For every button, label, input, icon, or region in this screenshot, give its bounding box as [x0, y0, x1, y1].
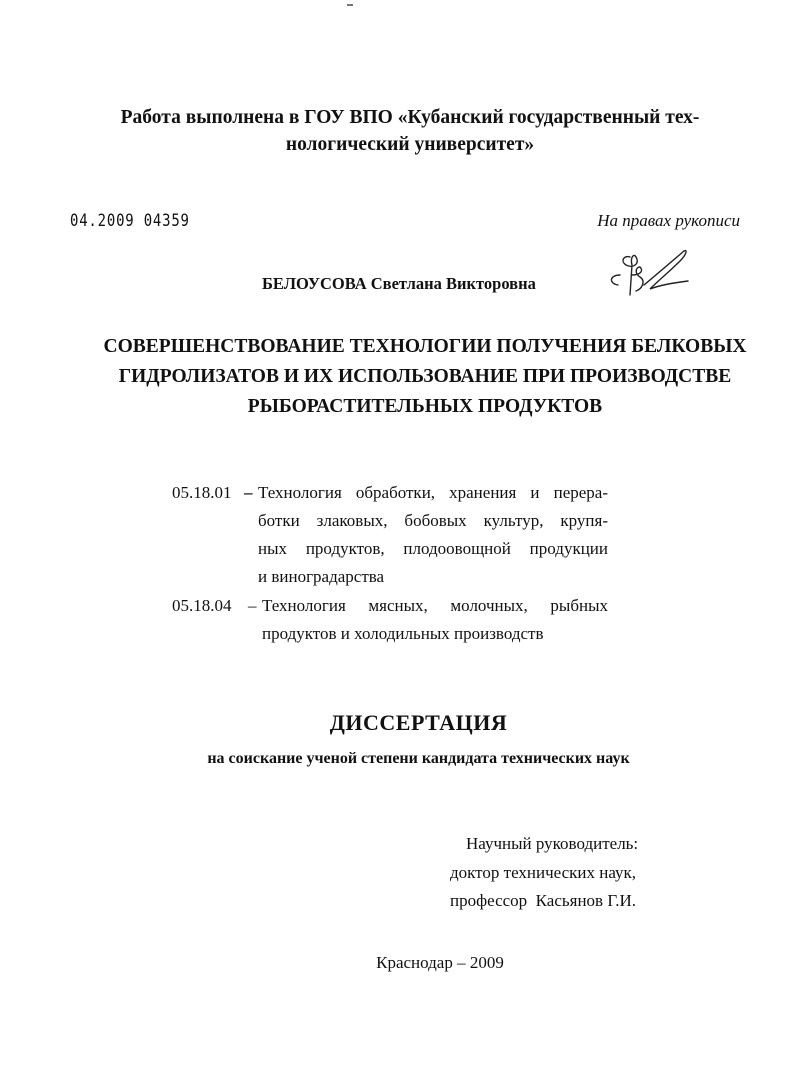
specialty-dash: – [248, 596, 257, 615]
title-line-2: ГИДРОЛИЗАТОВ И ИХ ИСПОЛЬЗОВАНИЕ ПРИ ПРОИЗВОДСТВЕ [118, 366, 732, 387]
specialty-line: Технология мясных, молочных, рыбных [262, 596, 608, 615]
specialty-description [262, 592, 608, 648]
specialty-code: 05.18.01 [172, 483, 232, 502]
specialty-line: ботки злаковых, бобовых культур, крупя- [258, 511, 608, 530]
specialty-description [258, 479, 608, 591]
degree-line: на соискание ученой степени кандидата технических наук [207, 750, 630, 767]
thesis-title [60, 332, 790, 422]
supervisor-block [450, 830, 638, 916]
supervisor-degree: доктор технических наук, [450, 862, 637, 882]
institution-line-1: Работа выполнена в ГОУ ВПО «Кубанский государственный тех- [120, 107, 700, 128]
specialty-dash: – [244, 483, 253, 502]
institution-line-2: нологический университет» [285, 134, 535, 155]
supervisor-name: профессор Касьянов Г.И. [450, 891, 637, 910]
scan-mark [347, 4, 353, 6]
institution-statement [60, 104, 760, 158]
specialty-line: продуктов и холодильных производств [262, 624, 544, 643]
title-line-1: СОВЕРШЕНСТВОВАНИЕ ТЕХНОЛОГИИ ПОЛУЧЕНИЯ БЕЛКОВЫХ [103, 336, 747, 357]
supervisor-role: Научный руководитель: [466, 834, 639, 853]
title-line-3: РЫБОРАСТИТЕЛЬНЫХ ПРОДУКТОВ [247, 396, 603, 417]
specialty-code: 05.18.04 [172, 596, 232, 615]
place-year: Краснодар – 2009 [376, 953, 504, 972]
signature-image [600, 245, 700, 305]
specialty-line: ных продуктов, плодоовощной продукции [258, 539, 608, 558]
specialty-line: и виноградарства [258, 567, 385, 586]
specialty-line: Технология обработки, хранения и перера- [258, 483, 608, 502]
registry-number: 04.2009 04359 [70, 211, 190, 231]
copyright-note: На правах рукописи [597, 211, 740, 230]
author-name: БЕЛОУСОВА Светлана Викторовна [262, 274, 536, 293]
document-type: ДИССЕРТАЦИЯ [329, 710, 508, 735]
